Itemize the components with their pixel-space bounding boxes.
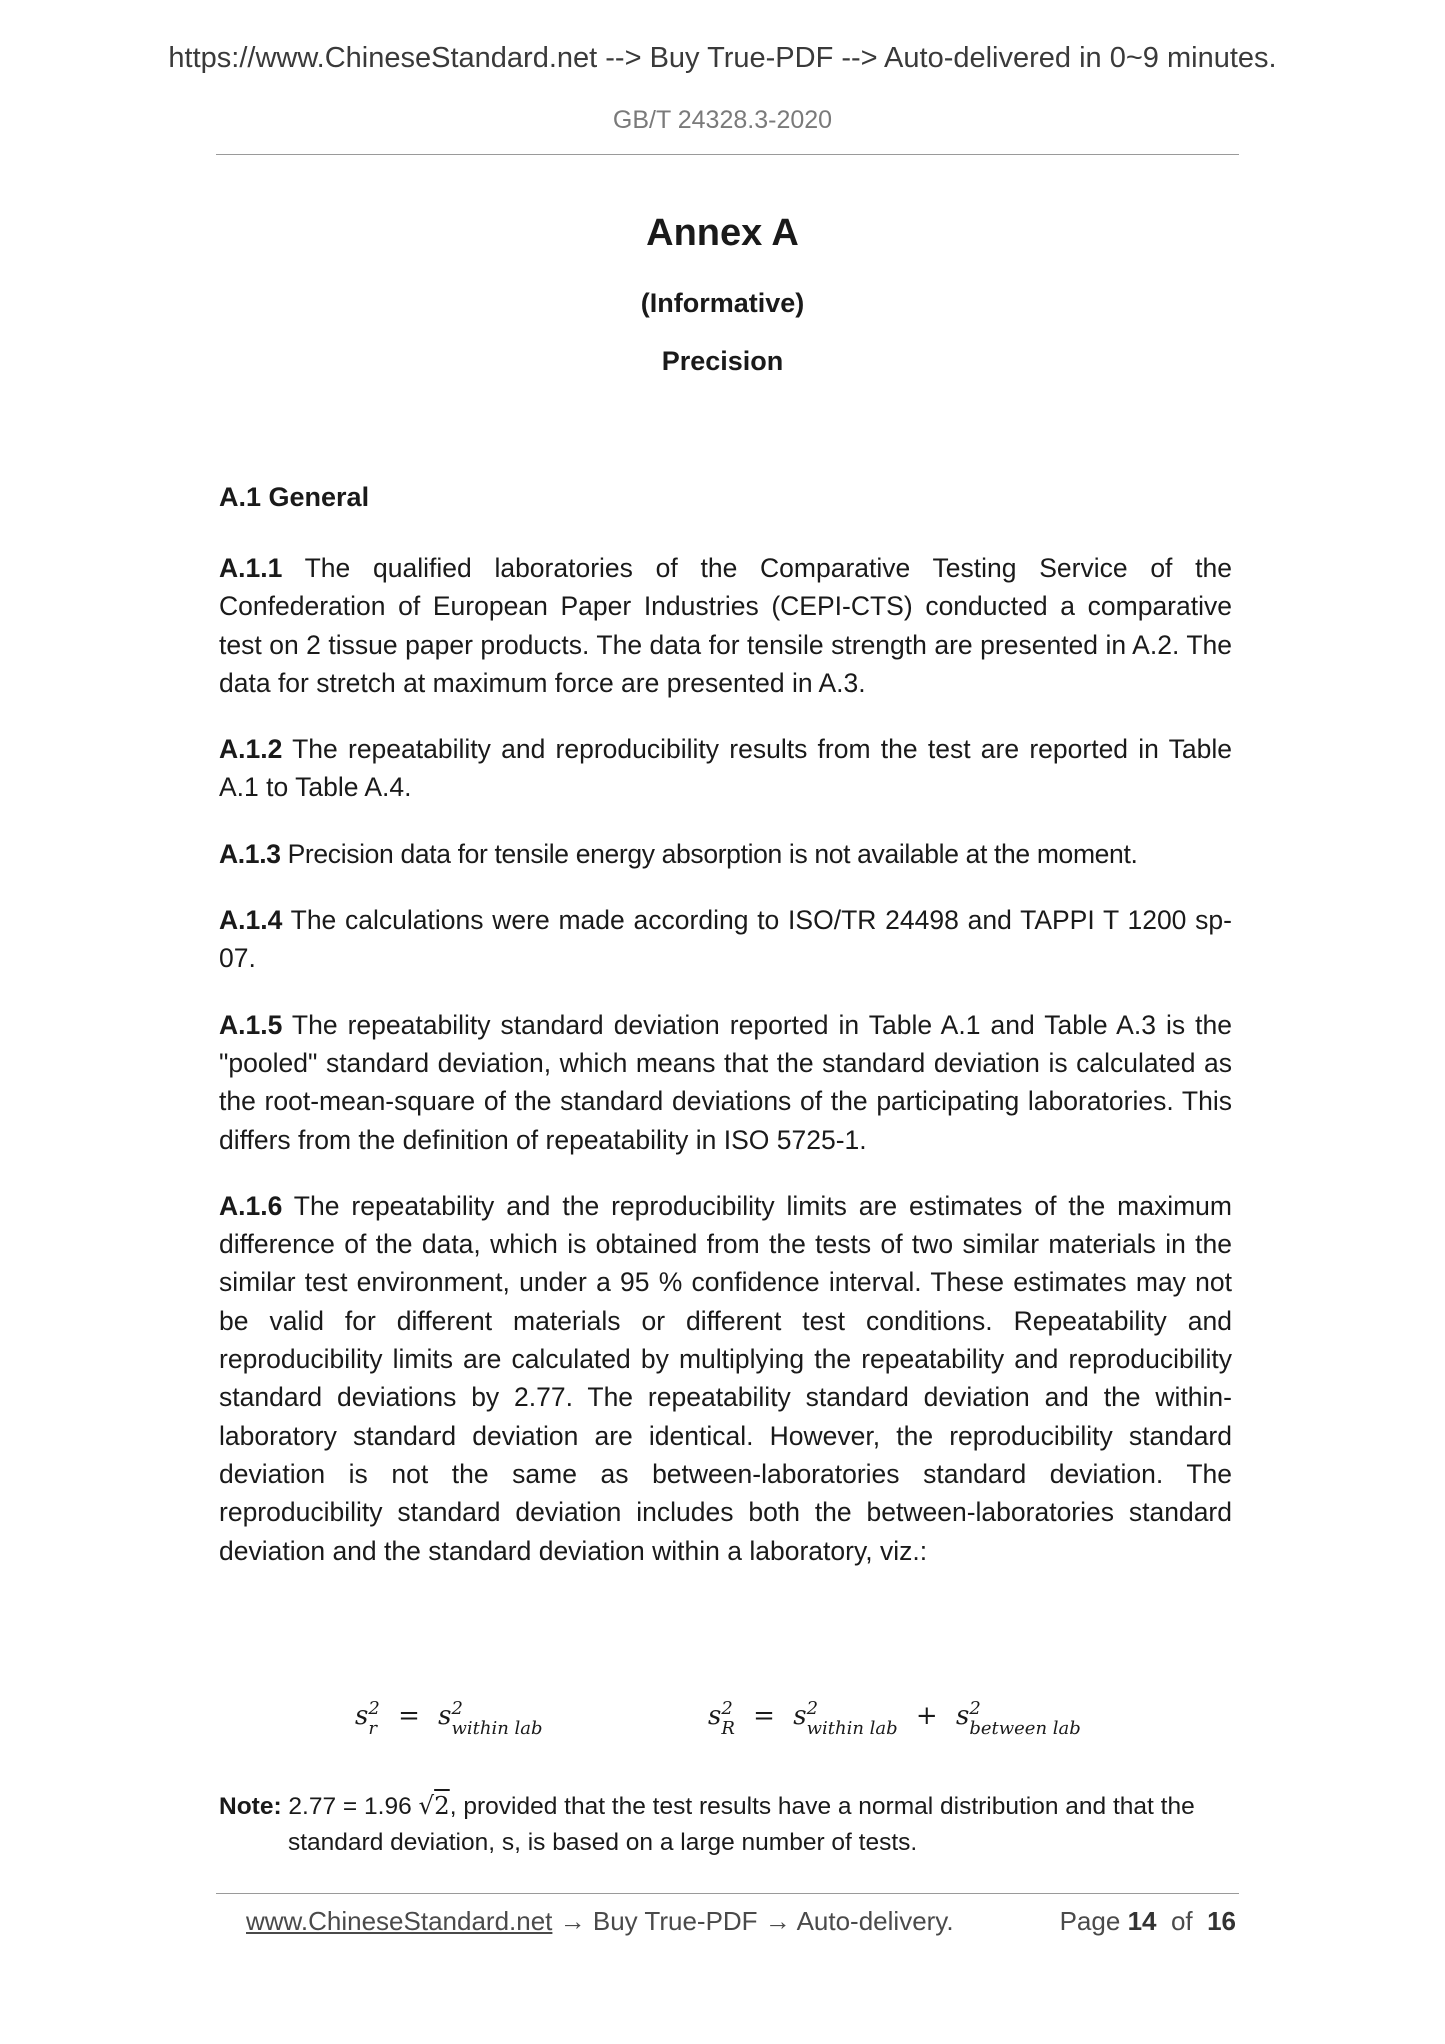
header-divider xyxy=(216,154,1239,155)
variance-formulas xyxy=(0,1700,1445,1760)
note-label: Note: xyxy=(219,1793,282,1820)
formula-symbol: s xyxy=(708,1701,722,1731)
equals-sign: = xyxy=(753,1701,775,1731)
subscript: R xyxy=(721,1718,735,1739)
page-label: Page xyxy=(1059,1906,1121,1936)
plus-sign: + xyxy=(915,1701,938,1731)
exponent: 2 xyxy=(721,1698,733,1719)
url-banner: https://www.ChineseStandard.net --> Buy True-PDF --> Auto-delivered in 0~9 minutes. xyxy=(168,42,1277,74)
footer-link[interactable]: www.ChineseStandard.net xyxy=(246,1906,553,1936)
sub-superscript xyxy=(721,1700,735,1738)
subscript: r xyxy=(368,1718,377,1739)
page-number: 14 xyxy=(1127,1906,1157,1936)
exponent: 2 xyxy=(368,1698,380,1719)
sub-superscript xyxy=(969,1700,1080,1738)
formula-symbol: s xyxy=(355,1701,369,1731)
of-label: of xyxy=(1170,1906,1193,1936)
sqrt-expression xyxy=(419,1791,450,1820)
section-heading: A.1 General xyxy=(219,482,370,512)
annex-title: Annex A xyxy=(646,212,799,254)
clause-number: A.1.2 xyxy=(219,734,283,765)
clause-number: A.1.3 xyxy=(219,838,281,869)
annex-topic: Precision xyxy=(661,346,784,376)
paragraph-text: The qualified laboratories of the Comparative Testing Service of the Confederation of European Paper Industries (CEPI-CTS) conducted a comparative test on 2 tissue paper products. The data for tensile strength are presented in A.2. The data for stretch at maximum force are presented in A.3. xyxy=(219,553,1232,698)
paragraph-text: The calculations were made according to ISO/TR 24498 and TAPPI T 1200 sp-07. xyxy=(219,905,1232,974)
paragraph-a-1-6 xyxy=(219,1187,1232,1570)
clause-number: A.1.6 xyxy=(219,1190,283,1221)
paragraph-text: Precision data for tensile energy absorption is not available at the moment. xyxy=(280,838,1138,869)
paragraph-a-1-3 xyxy=(219,835,1232,873)
sqrt-icon: √ xyxy=(418,1791,435,1820)
paragraph-a-1-4 xyxy=(219,901,1232,978)
subscript: witℎin lab xyxy=(451,1718,543,1739)
paragraph-text: The repeatability and reproducibility results from the test are reported in Table A.1 to Table A.4. xyxy=(219,734,1232,803)
note-text-line2: standard deviation, s, is based on a large number of tests. xyxy=(288,1829,918,1856)
formula-repeatability xyxy=(355,1700,543,1738)
paragraph-a-1-5 xyxy=(219,1006,1232,1159)
page-total: 16 xyxy=(1207,1906,1236,1936)
clause-number: A.1.4 xyxy=(219,905,283,936)
radicand: 2 xyxy=(434,1791,450,1820)
exponent: 2 xyxy=(806,1698,819,1719)
standard-code: GB/T 24328.3-2020 xyxy=(612,106,833,134)
paragraph-a-1-1 xyxy=(219,549,1232,702)
formula-symbol: s xyxy=(438,1701,452,1731)
annex-type: (Informative) xyxy=(640,288,805,318)
paragraph-text: The repeatability and the reproducibility limits are estimates of the maximum difference of the data, which is obtained from the tests of two similar materials in the similar test environment, under a 95 % confidence interval. These estimates may not be valid for different materials or different test conditions. Repeatability and reproducibility limits are calculated by multiplying the repeatability and reproducibility standard deviations by 2.77. The repeatability standard deviation and the within-laboratory standard deviation are identical. However, the reproducibility standard deviation is not the same as between-laboratories standard deviation. The reproducibility standard deviation includes both the between-laboratories standard deviation and the standard deviation within a laboratory, viz.: xyxy=(219,1190,1232,1566)
clause-number: A.1.5 xyxy=(219,1009,283,1040)
page-indicator xyxy=(1060,1906,1236,1937)
paragraph-a-1-2 xyxy=(219,730,1232,807)
equals-sign: = xyxy=(398,1701,420,1731)
footer-divider xyxy=(216,1893,1239,1894)
clause-number: A.1.1 xyxy=(219,553,283,583)
footer xyxy=(246,1906,1236,1937)
exponent: 2 xyxy=(451,1698,463,1719)
formula-reproducibility xyxy=(708,1700,1081,1738)
footer-text: → Buy True-PDF → Auto-delivery. xyxy=(552,1906,954,1936)
exponent: 2 xyxy=(969,1698,981,1719)
subscript: witℎin lab xyxy=(806,1718,898,1739)
note xyxy=(219,1788,1232,1861)
paragraph-text: The repeatability standard deviation reported in Table A.1 and Table A.3 is the "pooled" standard deviation, which means that the standard deviation is calculated as the root-mean-square of the standard deviations of the participating laboratories. This differs from the definition of repeatability in ISO 5725-1. xyxy=(219,1009,1232,1155)
note-text: , provided that the test results have a normal distribution and that the xyxy=(449,1793,1195,1820)
sub-superscript xyxy=(451,1700,542,1738)
sub-superscript xyxy=(368,1700,379,1738)
sub-superscript xyxy=(807,1700,898,1738)
formula-symbol: s xyxy=(793,1701,807,1731)
subscript: between lab xyxy=(969,1718,1081,1739)
note-text: 2.77 = 1.96 xyxy=(281,1793,419,1820)
formula-symbol: s xyxy=(955,1701,970,1731)
section-body xyxy=(219,482,1232,1598)
